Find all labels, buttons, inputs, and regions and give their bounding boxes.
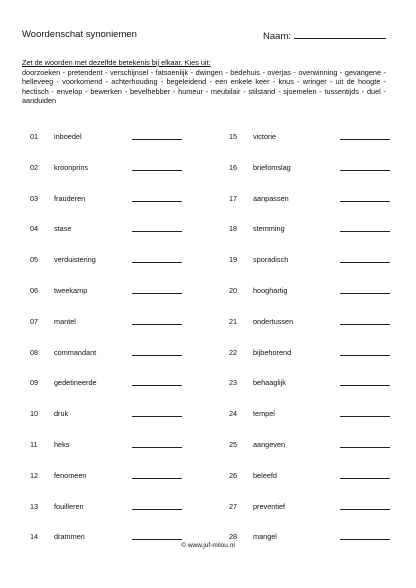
answer-line[interactable]	[132, 201, 182, 202]
exercise-number: 01	[30, 132, 39, 141]
exercise-number: 27	[229, 501, 238, 511]
answer-line[interactable]	[132, 447, 182, 448]
exercise-row	[30, 317, 205, 348]
answer-line[interactable]	[340, 385, 390, 386]
exercise-word: aanpassen	[253, 193, 289, 203]
exercise-word: ondertussen	[253, 316, 294, 326]
exercise-row	[229, 255, 404, 286]
exercise-number: 26	[229, 470, 238, 480]
exercise-number: 17	[229, 193, 238, 203]
exercise-word: preventief	[253, 501, 286, 511]
exercise-word: druk	[54, 409, 69, 419]
exercise-row	[30, 224, 205, 255]
exercise-number: 03	[30, 193, 39, 203]
answer-line[interactable]	[340, 416, 390, 417]
answer-line[interactable]	[340, 539, 390, 540]
exercise-row	[229, 194, 404, 225]
exercise-word: fenomeen	[54, 470, 87, 480]
exercise-word: inboedel	[54, 132, 82, 141]
instructions	[22, 58, 386, 106]
exercise-row	[30, 378, 205, 409]
exercise-word: kroonprins	[54, 162, 89, 172]
exercise-number: 22	[229, 347, 238, 357]
answer-line[interactable]	[340, 262, 390, 263]
exercise-word: bijbehorend	[253, 347, 292, 357]
exercise-word: aangeven	[253, 439, 286, 449]
header	[22, 29, 386, 43]
exercise-word: briefomslag	[253, 162, 291, 172]
exercise-word: mantel	[54, 316, 76, 326]
exercise-row	[229, 471, 404, 502]
exercise-row	[229, 317, 404, 348]
answer-line[interactable]	[132, 262, 182, 263]
answer-line[interactable]	[132, 324, 182, 325]
exercise-number: 23	[229, 378, 238, 388]
exercise-number: 10	[30, 409, 39, 419]
exercise-number: 16	[229, 162, 238, 172]
exercise-number: 28	[229, 532, 238, 542]
word-bank: doorzoeken - pretendent - verschijnsel - fatsoenlijk - dwingen - bedehuis - overjas - overwinning - gevangene - helleveeg - voorkomend - achterhouding - begeleidend - een enkele keer - knus - wringer - uit de hoogte - hectisch - envelop - bewerken - bevelhebber - humeur - meubilair - stilstand - sjoemelen - tussentijds - duel - aanduiden	[22, 67, 386, 106]
exercise-row	[30, 409, 205, 440]
exercise-word: fouilleren	[54, 501, 84, 511]
exercise-number: 19	[229, 255, 238, 265]
exercise-row	[30, 471, 205, 502]
exercise-row	[229, 440, 404, 471]
exercise-number: 13	[30, 501, 39, 511]
answer-line[interactable]	[340, 324, 390, 325]
exercise-row	[30, 163, 205, 194]
exercise-word: commandant	[54, 347, 97, 357]
exercise-row	[229, 502, 404, 533]
exercise-row	[229, 378, 404, 409]
answer-line[interactable]	[132, 170, 182, 171]
exercise-word: victorie	[253, 132, 277, 141]
exercise-number: 20	[229, 285, 238, 295]
exercise-row	[229, 163, 404, 194]
exercise-number: 14	[30, 532, 39, 542]
name-label: Naam:	[263, 31, 291, 42]
exercise-row	[229, 409, 404, 440]
exercise-word: stemming	[253, 224, 285, 234]
answer-line[interactable]	[132, 539, 182, 540]
exercise-row	[30, 194, 205, 225]
exercise-number: 12	[30, 470, 39, 480]
answer-line[interactable]	[340, 447, 390, 448]
exercise-word: frauderen	[54, 193, 86, 203]
page-title: Woordenschat synoniemen	[22, 29, 137, 40]
exercise-number: 08	[30, 347, 39, 357]
exercise-word: mangel	[253, 532, 277, 542]
answer-line[interactable]	[132, 231, 182, 232]
exercise-word: verduistering	[54, 255, 96, 265]
answer-line[interactable]	[132, 139, 182, 140]
exercise-row	[229, 286, 404, 317]
exercise-word: behaaglijk	[253, 378, 286, 388]
answer-line[interactable]	[132, 509, 182, 510]
exercise-word: drammen	[54, 532, 85, 542]
exercise-number: 18	[229, 224, 238, 234]
exercise-number: 25	[229, 439, 238, 449]
exercise-word: heks	[54, 439, 70, 449]
answer-line[interactable]	[132, 478, 182, 479]
exercise-word: sporadisch	[253, 255, 289, 265]
answer-line[interactable]	[132, 355, 182, 356]
instructions-heading: Zet de woorden met dezelfde betekenis bij elkaar. Kies uit:	[22, 58, 211, 67]
left-exercise-column	[30, 132, 205, 563]
exercise-number: 15	[229, 132, 238, 141]
exercise-row	[229, 348, 404, 379]
exercise-number: 11	[30, 439, 38, 449]
exercise-word: stase	[54, 224, 72, 234]
answer-line[interactable]	[340, 139, 390, 140]
exercise-row	[30, 348, 205, 379]
answer-line[interactable]	[340, 201, 390, 202]
right-exercise-column	[229, 132, 404, 563]
exercise-row	[30, 286, 205, 317]
exercise-row	[30, 132, 205, 163]
answer-line[interactable]	[340, 509, 390, 510]
exercise-word: tempel	[253, 409, 275, 419]
answer-line[interactable]	[132, 293, 182, 294]
footer-credit: © www.juf-milou.nl	[181, 542, 235, 549]
exercise-row	[30, 255, 205, 286]
answer-line[interactable]	[340, 293, 390, 294]
exercise-number: 24	[229, 409, 238, 419]
exercise-row	[229, 224, 404, 255]
answer-line[interactable]	[132, 385, 182, 386]
exercise-number: 07	[30, 316, 39, 326]
exercise-word: gedetineerde	[54, 378, 97, 388]
name-field	[263, 29, 386, 42]
exercise-row	[229, 132, 404, 163]
answer-line[interactable]	[340, 355, 390, 356]
exercise-number: 06	[30, 285, 39, 295]
answer-line[interactable]	[340, 231, 390, 232]
exercise-row	[30, 440, 205, 471]
exercise-word: beleefd	[253, 470, 277, 480]
exercise-word: tweekamp	[54, 285, 88, 295]
exercise-number: 02	[30, 162, 39, 172]
exercise-number: 21	[229, 316, 238, 326]
exercise-number: 09	[30, 378, 39, 388]
answer-line[interactable]	[340, 478, 390, 479]
answer-line[interactable]	[340, 170, 390, 171]
exercise-word: hooghartig	[253, 285, 288, 295]
name-line[interactable]	[294, 29, 386, 39]
exercise-row	[30, 502, 205, 533]
answer-line[interactable]	[132, 416, 182, 417]
exercise-number: 04	[30, 224, 39, 234]
exercise-number: 05	[30, 255, 39, 265]
